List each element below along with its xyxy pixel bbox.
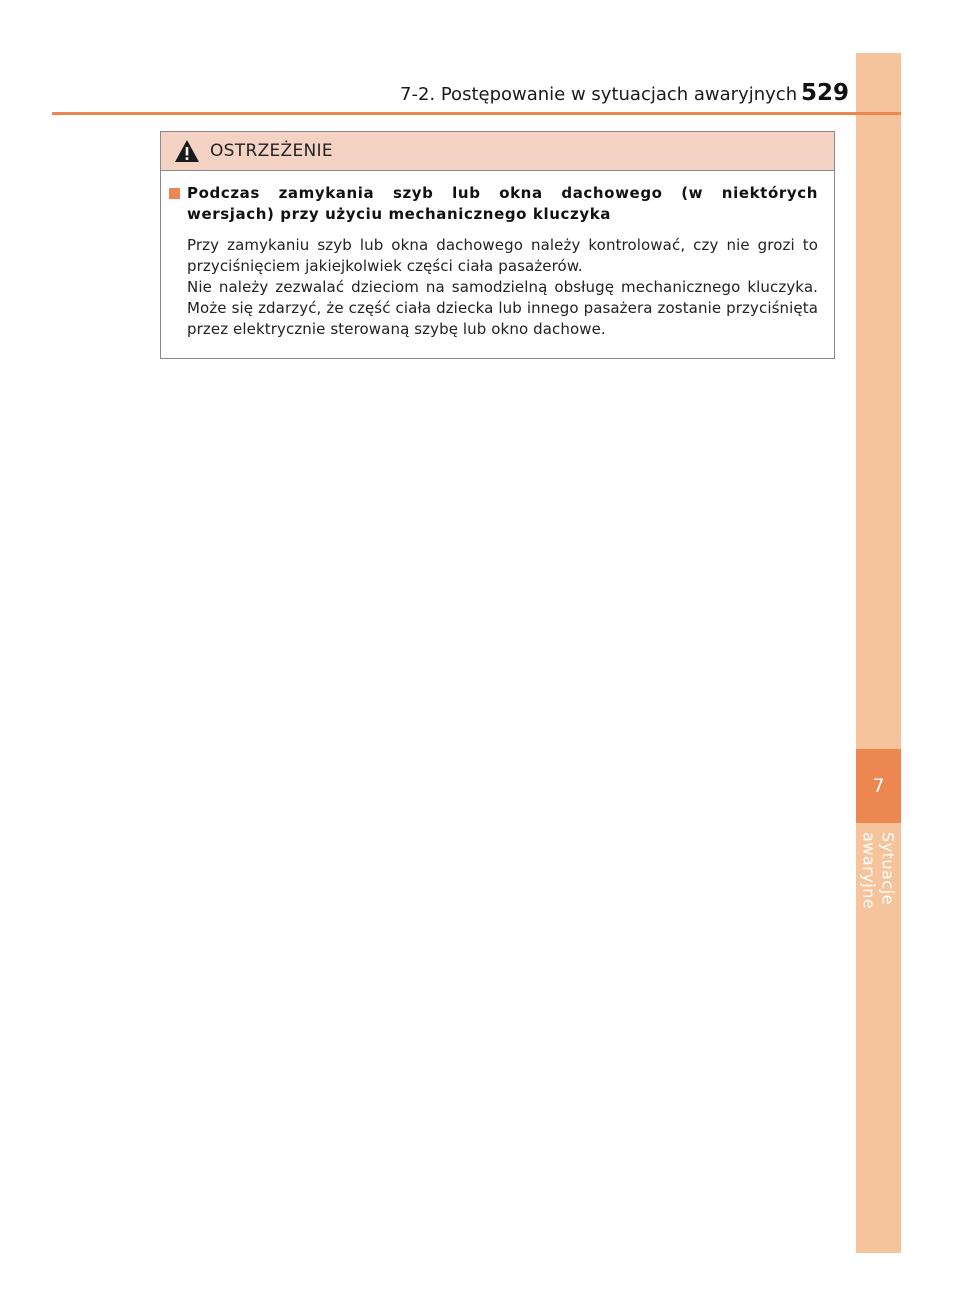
chapter-number: 7 bbox=[872, 774, 885, 797]
warning-paragraph: Nie należy zezwalać dzieciom na samodzielną obsługę mechanicznego kluczyka. Może się zdarzyć, że część ciała dziecka lub innego pasażera zostanie przyciśnięta przez elektrycznie sterowaną szybę lub okno dachowe. bbox=[187, 278, 818, 338]
warning-item-heading: Podczas zamykania szyb lub okna dachowego (w niektórych wersjach) przy użyciu mechanicznego kluczyka bbox=[187, 184, 818, 223]
warning-header bbox=[161, 132, 834, 171]
header-divider bbox=[52, 112, 901, 115]
chapter-title: Sytuacje awaryjne bbox=[859, 832, 898, 910]
chapter-number-box bbox=[856, 749, 901, 823]
warning-paragraph: Przy zamykaniu szyb lub okna dachowego należy kontrolować, czy nie grozi to przyciśnięciem jakiejkolwiek części ciała pasażerów. bbox=[187, 236, 818, 275]
warning-box bbox=[160, 131, 835, 359]
chapter-title-vertical bbox=[856, 832, 901, 982]
section-title: 7-2. Postępowanie w sytuacjach awaryjnych bbox=[400, 84, 798, 105]
warning-title: OSTRZEŻENIE bbox=[210, 141, 333, 161]
page-number: 529 bbox=[800, 80, 849, 106]
warning-body bbox=[161, 171, 834, 340]
warning-item-text bbox=[187, 235, 818, 340]
warning-triangle-icon bbox=[174, 139, 200, 163]
chapter-sidebar-tab bbox=[856, 53, 901, 1253]
bullet-square-icon bbox=[169, 188, 180, 199]
